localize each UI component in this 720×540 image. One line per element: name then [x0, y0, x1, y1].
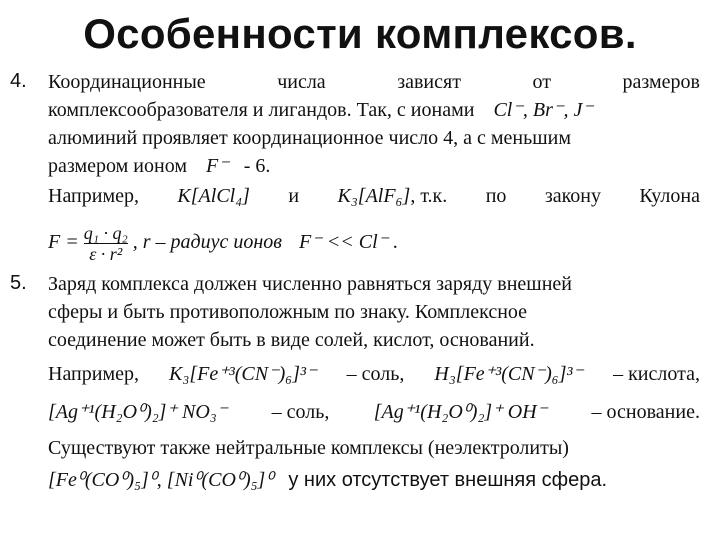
fraction-numerator: q₁ · q₂ — [83, 222, 128, 243]
complex-salt-formula: [Ag⁺¹(H₂O⁰)₂]⁺ NO₃⁻ — [48, 401, 228, 423]
neutral-complex-formula: [Fe⁰(CO⁰)₅]⁰ — [48, 469, 157, 491]
item4-line-2 — [48, 98, 700, 122]
text-segment: - 6. — [243, 155, 271, 177]
text-segment: Например, — [48, 185, 139, 207]
word: размеров — [622, 71, 700, 93]
slide-title: Особенности комплексов. — [83, 10, 637, 57]
item5-line-1: Заряд комплекса должен численно равняться заряду внешней — [48, 273, 572, 295]
item5-line-7: [Fe⁰(CO⁰)₅]⁰, [Ni⁰(CO⁰)₅]⁰ у них отсутствует внешняя сфера. — [48, 469, 608, 491]
text-segment: , r – радиус ионов — [132, 231, 282, 253]
item4-line-1 — [48, 70, 700, 94]
word: числа — [277, 71, 326, 93]
complex-acid-formula: H₃[Fe⁺³(CN⁻)₆]³⁻ — [434, 363, 584, 385]
complex-formula: K₃[AlF₆] — [337, 185, 411, 207]
text-segment: – кислота, — [613, 363, 700, 385]
item4-line-5 — [48, 184, 700, 208]
fraction-denominator: ε · r² — [89, 243, 123, 264]
text-segment: – соль, — [346, 363, 405, 385]
item5-line-3: соединение может быть в виде солей, кислот, оснований. — [48, 329, 535, 351]
item4-line-4 — [48, 154, 700, 178]
text-segment: комплексообразователя и лигандов. Так, с ионами — [48, 99, 475, 121]
coulomb-fraction — [84, 223, 128, 264]
text-segment: размером ионом — [48, 155, 187, 177]
text-segment: – соль, — [271, 401, 330, 423]
item-number-5: 5. — [10, 272, 27, 294]
ion-comparison: F⁻ << Cl⁻ . — [299, 231, 399, 253]
word: Кулона — [639, 185, 700, 207]
word: Координационные — [48, 71, 206, 93]
complex-salt-formula: K₃[Fe⁺³(CN⁻)₆]³⁻ — [169, 363, 317, 385]
halide-ions-formula: Cl⁻, Br⁻, J⁻ — [493, 99, 593, 121]
word: зависят — [397, 71, 461, 93]
text-segment: у них отсутствует внешняя сфера. — [288, 469, 608, 491]
item5-line-6: Существуют также нейтральные комплексы (неэлектролиты) — [48, 437, 569, 459]
text-segment: и — [288, 185, 300, 207]
item4-line-3: алюминий проявляет координационное число 4, а с меньшим — [48, 127, 571, 149]
item-number-4: 4. — [10, 70, 27, 92]
word: закону — [544, 185, 601, 207]
complex-base-formula: [Ag⁺¹(H₂O⁰)₂]⁺ OH⁻ — [373, 401, 548, 423]
text-segment: Например, — [48, 363, 139, 385]
word: по — [485, 185, 507, 207]
word: от — [532, 71, 551, 93]
text-segment: – основание. — [591, 401, 700, 423]
fluoride-ion-formula: F⁻ — [205, 155, 229, 177]
text-segment: , т.к. — [410, 185, 448, 207]
item5-line-5 — [48, 400, 700, 424]
neutral-complex-formula: [Ni⁰(CO⁰)₅]⁰ — [166, 469, 274, 491]
coulomb-law-line — [48, 220, 700, 264]
item5-line-4 — [48, 362, 700, 386]
item5-line-2: сферы и быть противоположным по знаку. Комплексное — [48, 301, 528, 323]
coulomb-lhs: F = — [48, 231, 79, 253]
formula-with-tail — [338, 184, 448, 208]
complex-formula: K[AlCl₄] — [177, 185, 250, 207]
